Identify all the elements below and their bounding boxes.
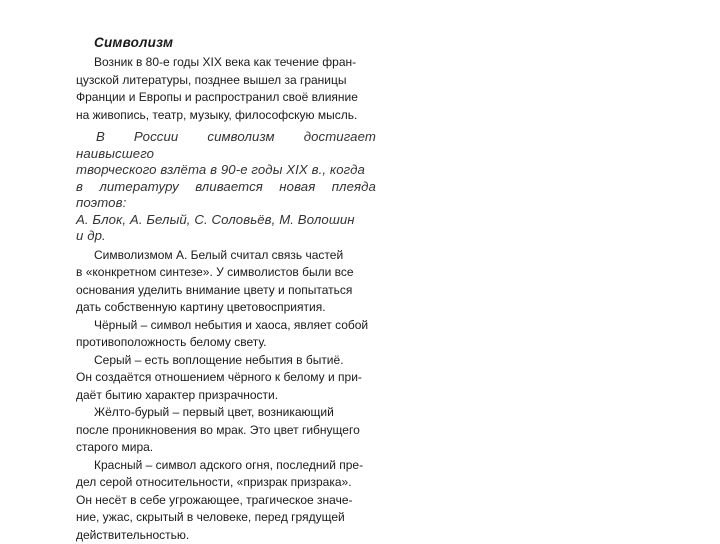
document-page [76,34,376,544]
paragraph-red: Красный – символ адского огня, последний пре- дел серой относительности, «призрак призрака». Он несёт в себе угрожающее, трагическое значе- ние, ужас, скрытый в человеке, перед грядущей действительностью. [76,457,376,544]
paragraph-grey: Серый – есть воплощение небытия в бытиё. Он создаётся отношением чёрного к белому и при- даёт бытию характер призрачности. [76,352,376,405]
paragraph-black: Чёрный – символ небытия и хаоса, являет собой противоположность белому свету. [76,317,376,352]
page-title: Символизм [94,34,376,51]
paragraph-bely-synthesis: Символизмом А. Белый считал связь частей в «конкретном синтезе». У символистов были все основания уделить внимание цвету и попытаться дать собственную картину цветовосприятия. [76,247,376,317]
paragraph-russia: В России символизм достигает наивысшего творческого взлёта в 90-е годы XIX в., когда в литературу вливается новая плеяда поэтов: А. Блок, А. Белый, С. Соловьёв, М. Волошин и др. [76,129,376,245]
paragraph-yellow-brown: Жёлто-бурый – первый цвет, возникающий после проникновения во мрак. Это цвет гибнущего старого мира. [76,404,376,457]
paragraph-origin: Возник в 80-е годы XIX века как течение фран- цузской литературы, позднее вышел за границы Франции и Европы и распространил своё влияние на живопись, театр, музыку, философскую мысль. [76,54,376,124]
